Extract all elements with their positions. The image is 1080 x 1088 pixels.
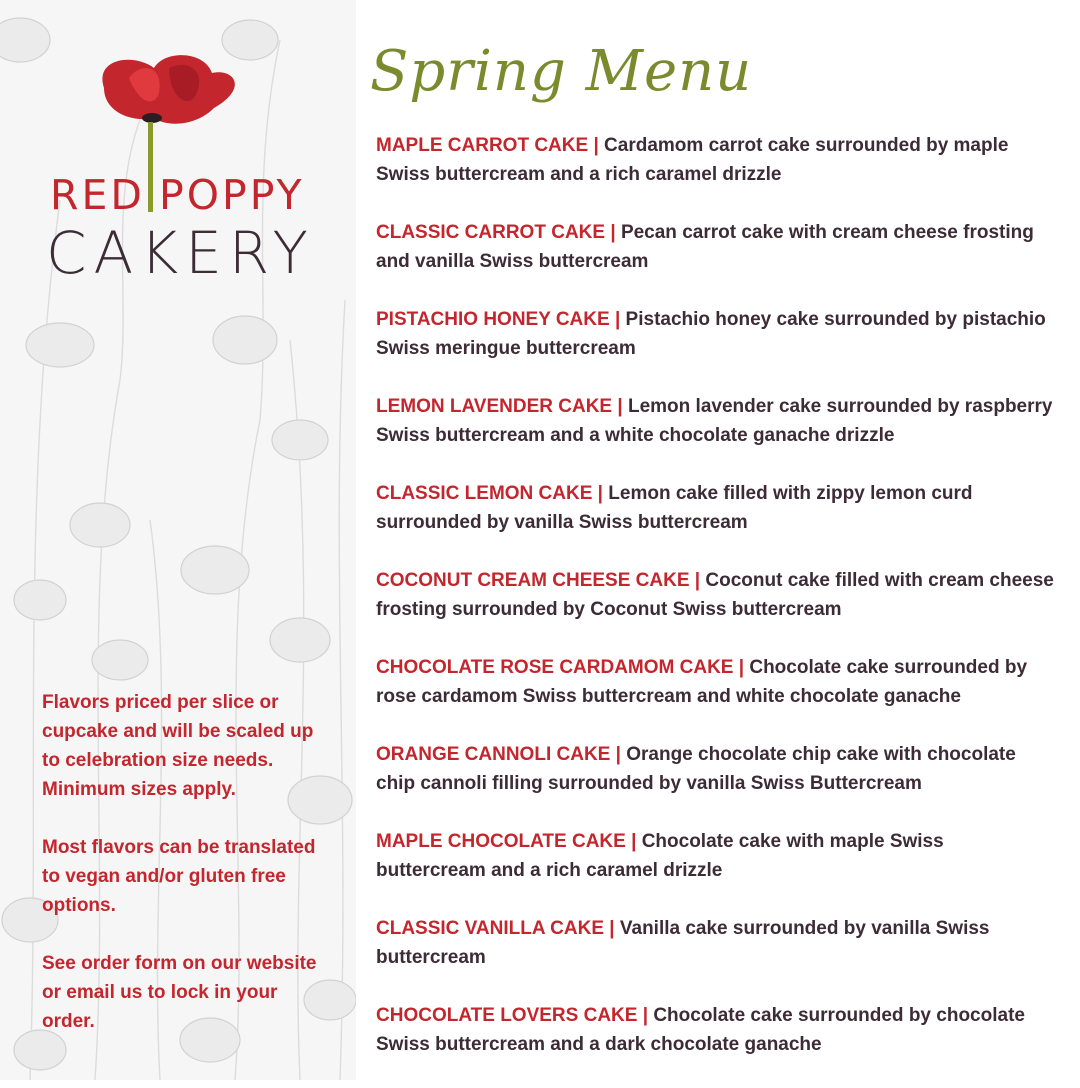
menu-item-description: Cardamom carrot cake surrounded by maple Swiss buttercream and a rich caramel drizzle (376, 135, 1009, 185)
left-panel (0, 0, 356, 1080)
menu-item-description: Pecan carrot cake with cream cheese frosting and vanilla Swiss buttercream (376, 222, 1034, 272)
menu-item-name: CLASSIC LEMON CAKE | (376, 483, 609, 504)
menu-item-name: CHOCOLATE LOVERS CAKE | (376, 1005, 654, 1026)
menu-item (376, 218, 1056, 276)
brand-word-red: RED (50, 171, 145, 219)
pricing-note (42, 688, 332, 804)
dietary-note (42, 833, 332, 920)
menu-item-name: MAPLE CARROT CAKE | (376, 135, 605, 156)
menu-item-description: Orange chocolate chip cake with chocolate chip cannoli filling surrounded by vanilla Swiss Buttercream (376, 744, 1016, 794)
ordering-note (42, 949, 332, 1036)
menu-item (376, 479, 1056, 537)
page-title: Spring Menu (370, 39, 753, 104)
menu-item (376, 740, 1056, 798)
menu-item (376, 392, 1056, 450)
menu-item (376, 914, 1056, 972)
menu-item-name: COCONUT CREAM CHEESE CAKE | (376, 570, 706, 591)
menu-item (376, 827, 1056, 885)
menu-item (376, 131, 1056, 189)
menu-item-name: CLASSIC CARROT CAKE | (376, 222, 621, 243)
dietary-note-text: Most flavors can be translated to vegan and/or gluten free options. (42, 837, 316, 916)
ordering-note-text: See order form on our website or email us to lock in your order. (42, 953, 317, 1032)
menu-item-description: Lemon lavender cake surrounded by raspberry Swiss buttercream and a white chocolate ganache drizzle (376, 396, 1053, 446)
menu-item (376, 305, 1056, 363)
menu-item-name: PISTACHIO HONEY CAKE | (376, 309, 626, 330)
brand-word-poppy: POPPY (158, 171, 305, 219)
menu-item-name: LEMON LAVENDER CAKE | (376, 396, 628, 417)
brand-name-line2: CAKERY (46, 219, 315, 287)
menu-item-description: Vanilla cake surrounded by vanilla Swiss buttercream (376, 918, 990, 968)
menu-item-name: MAPLE CHOCOLATE CAKE | (376, 831, 642, 852)
menu-item-description: Coconut cake filled with cream cheese frosting surrounded by Coconut Swiss buttercream (376, 570, 1054, 620)
pricing-note-text: Flavors priced per slice or cupcake and will be scaled up to celebration size needs. Minimum sizes apply. (42, 692, 314, 800)
brand-name-line1 (50, 170, 305, 220)
menu-item-name: ORANGE CANNOLI CAKE | (376, 744, 627, 765)
menu-item (376, 653, 1056, 711)
menu-item (376, 1001, 1056, 1059)
menu-item-name: CHOCOLATE ROSE CARDAMOM CAKE | (376, 657, 750, 678)
menu-item-description: Chocolate cake surrounded by rose cardamom Swiss buttercream and white chocolate ganache (376, 657, 1028, 707)
menu-item-description: Chocolate cake with maple Swiss buttercream and a rich caramel drizzle (376, 831, 944, 881)
menu-list (376, 131, 1056, 1088)
menu-item (376, 566, 1056, 624)
menu-item-description: Chocolate cake surrounded by chocolate Swiss buttercream and a dark chocolate ganache (376, 1005, 1025, 1055)
menu-item-description: Pistachio honey cake surrounded by pistachio Swiss meringue buttercream (376, 309, 1046, 359)
menu-item-description: Lemon cake filled with zippy lemon curd surrounded by vanilla Swiss buttercream (376, 483, 973, 533)
menu-item-name: CLASSIC VANILLA CAKE | (376, 918, 620, 939)
